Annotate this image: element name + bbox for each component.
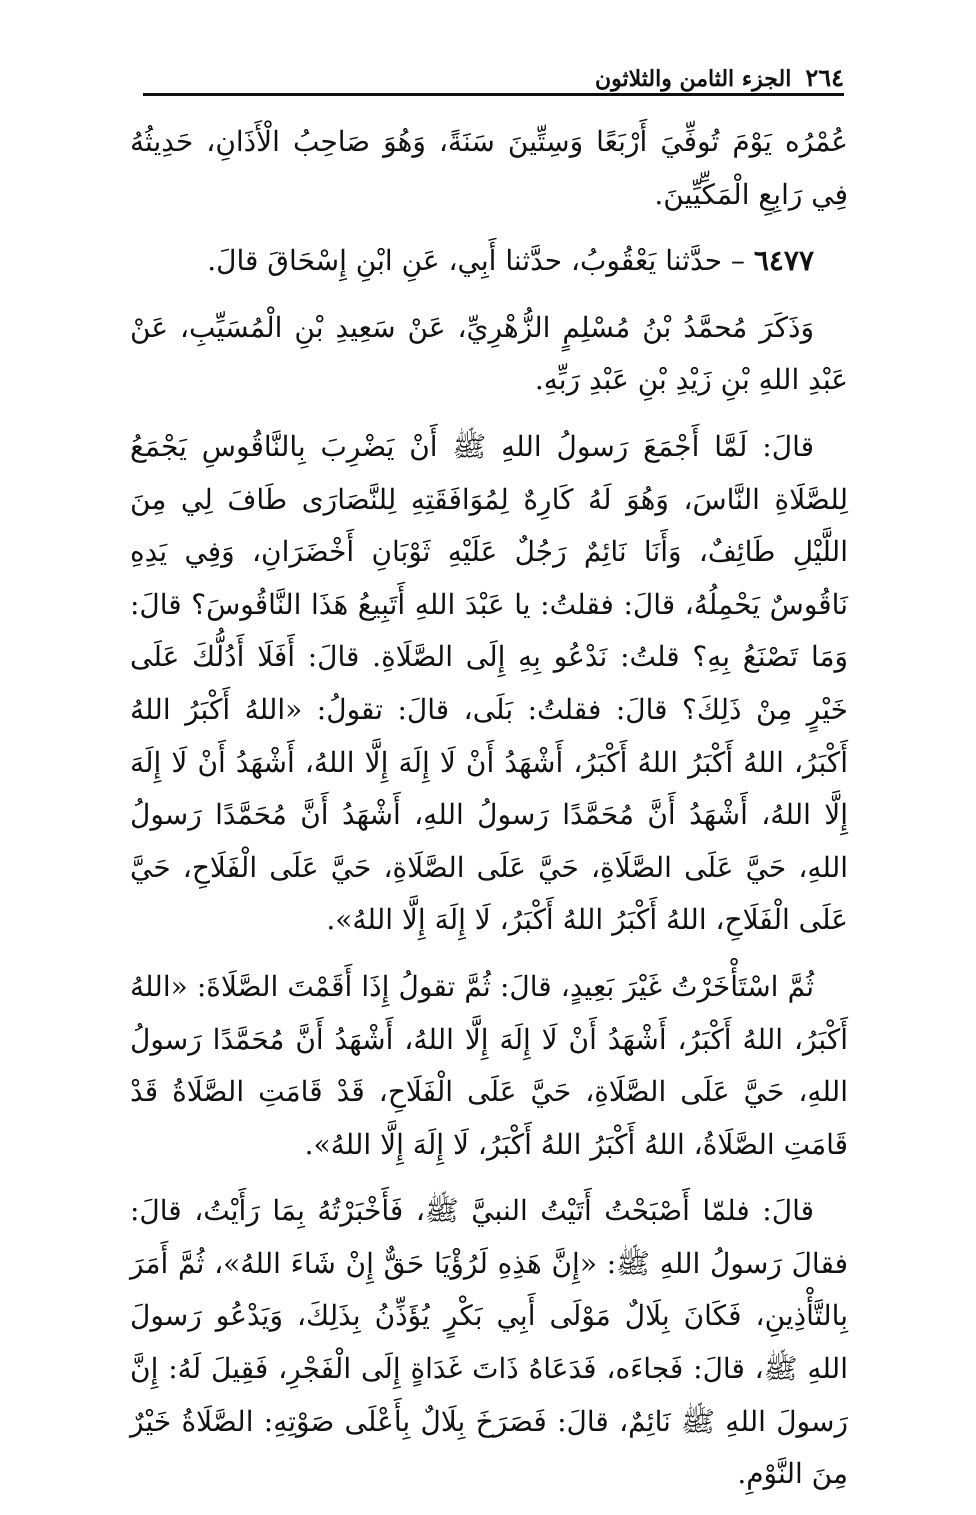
paragraph-6: [130, 1185, 848, 1501]
header-rule: [143, 93, 844, 96]
paragraph-2: [130, 235, 848, 288]
paragraph-1: [130, 116, 848, 221]
volume-title: الجزء الثامن والثلاثون: [594, 66, 792, 92]
paragraph-text: وَذَكَرَ مُحمَّدُ بْنُ مُسْلِمٍ الزُّهْرِيِّ، عَنْ سَعِيدِ بْنِ الْمُسَيِّبِ، عَنْ عَبْدِ اللهِ بْنِ زَيْدِ بْنِ عَبْدِ رَبِّهِ.: [130, 310, 848, 397]
paragraph-4: [130, 421, 848, 947]
paragraph-text: – حدَّثنا يَعْقُوبُ، حدَّثنا أَبِي، عَنِ ابْنِ إِسْحَاقَ قالَ.: [207, 244, 745, 278]
paragraph-text: قالَ: فلمّا أَصْبَحْتُ أَتَيْتُ النبيَّ ﷺ، فَأَخْبَرْتُهُ بِمَا رَأَيْتُ، قالَ: فقالَ رَسولُ اللهِ ﷺ: «إِنَّ هَذِهِ لَرُؤْيَا حَقٌّ إِنْ شَاءَ اللهُ»، ثُمَّ أَمَرَ بِالتَّأْذِينِ، فَكَانَ بِلَالٌ مَوْلَى أَبِي بَكْرٍ يُؤَذِّنُ بِذَلِكَ، وَيَدْعُو رَسولَ اللهِ ﷺ، قالَ: فَجاءَه، فَدَعَاهُ ذَاتَ غَدَاةٍ إِلَى الْفَجْرِ، فَقِيلَ لَهُ: إِنَّ رَسولَ اللهِ ﷺ نَائِمٌ، قالَ: فَصَرَخَ بِلَالٌ بِأَعْلَى صَوْتِهِ: الصَّلَاةُ خَيْرٌ مِنَ النَّوْمِ.: [130, 1194, 848, 1491]
paragraph-5: [130, 961, 848, 1171]
body-text: [130, 116, 848, 1515]
paragraph-text: عُمْرُه يَوْمَ تُوفِّيَ أَرْبَعًا وَسِتِّينَ سَنَةً، وَهُوَ صَاحِبُ الْأَذَانِ، حَدِيثُهُ فِي رَابِعِ الْمَكِّيِّينَ.: [130, 125, 848, 211]
paragraph-text: ثُمَّ اسْتَأْخَرْتُ غَيْرَ بَعِيدٍ، قالَ: ثُمَّ تقولُ إِذَا أَقَمْتَ الصَّلَاةَ: «اللهُ أَكْبَرُ، اللهُ أَكْبَرُ، أَشْهَدُ أَنْ لَا إِلَهَ إِلَّا اللهُ، أَشْهَدُ أَنَّ مُحَمَّدًا رَسولُ اللهِ، حَيَّ عَلَى الصَّلَاةِ، حَيَّ عَلَى الْفَلَاحِ، قَدْ قَامَتِ الصَّلَاةُ قَدْ قَامَتِ الصَّلَاةُ، اللهُ أَكْبَرُ اللهُ أَكْبَرُ، لَا إِلَهَ إِلَّا اللهُ».: [130, 969, 848, 1161]
paragraph-3: [130, 302, 848, 407]
paragraph-text: قالَ: لَمَّا أَجْمَعَ رَسولُ اللهِ ﷺ أَنْ يَضْرِبَ بِالنَّاقُوسِ يَجْمَعُ لِلصَّلَاةِ النَّاسَ، وَهُوَ لَهُ كَارِهٌ لِمُوَافَقَتِهِ لِلنَّصَارَى طَافَ لِي مِنَ اللَّيْلِ طَائِفٌ، وَأَنَا نَائِمٌ رَجُلٌ عَلَيْهِ ثَوْبَانِ أَخْضَرَانِ، وَفِي يَدِهِ نَاقُوسٌ يَحْمِلُهُ، قالَ: فقلتُ: يا عَبْدَ اللهِ أَتَبِيعُ هَذَا النَّاقُوسَ؟ قالَ: وَمَا تَصْنَعُ بِهِ؟ قلتُ: نَدْعُو بِهِ إِلَى الصَّلَاةِ. قالَ: أَفَلَا أَدُلُّكَ عَلَى خَيْرٍ مِنْ ذَلِكَ؟ قالَ: فقلتُ: بَلَى، قالَ: تقولُ: «اللهُ أَكْبَرُ اللهُ أَكْبَرُ، اللهُ أَكْبَرُ اللهُ أَكْبَرُ، أَشْهَدُ أَنْ لَا إِلَهَ إِلَّا اللهُ، أَشْهَدُ أَنْ لَا إِلَهَ إِلَّا اللهُ، أَشْهَدُ أَنَّ مُحَمَّدًا رَسولُ اللهِ، أَشْهَدُ أَنَّ مُحَمَّدًا رَسولُ اللهِ، حَيَّ عَلَى الصَّلَاةِ، حَيَّ عَلَى الصَّلَاةِ، حَيَّ عَلَى الْفَلَاحِ، حَيَّ عَلَى الْفَلَاحِ، اللهُ أَكْبَرُ اللهُ أَكْبَرُ، لَا إِلَهَ إِلَّا اللهُ».: [130, 429, 848, 937]
page-header: [143, 52, 844, 92]
page-number: ٢٦٤: [805, 63, 844, 92]
hadith-number: ٦٤٧٧: [753, 244, 814, 278]
